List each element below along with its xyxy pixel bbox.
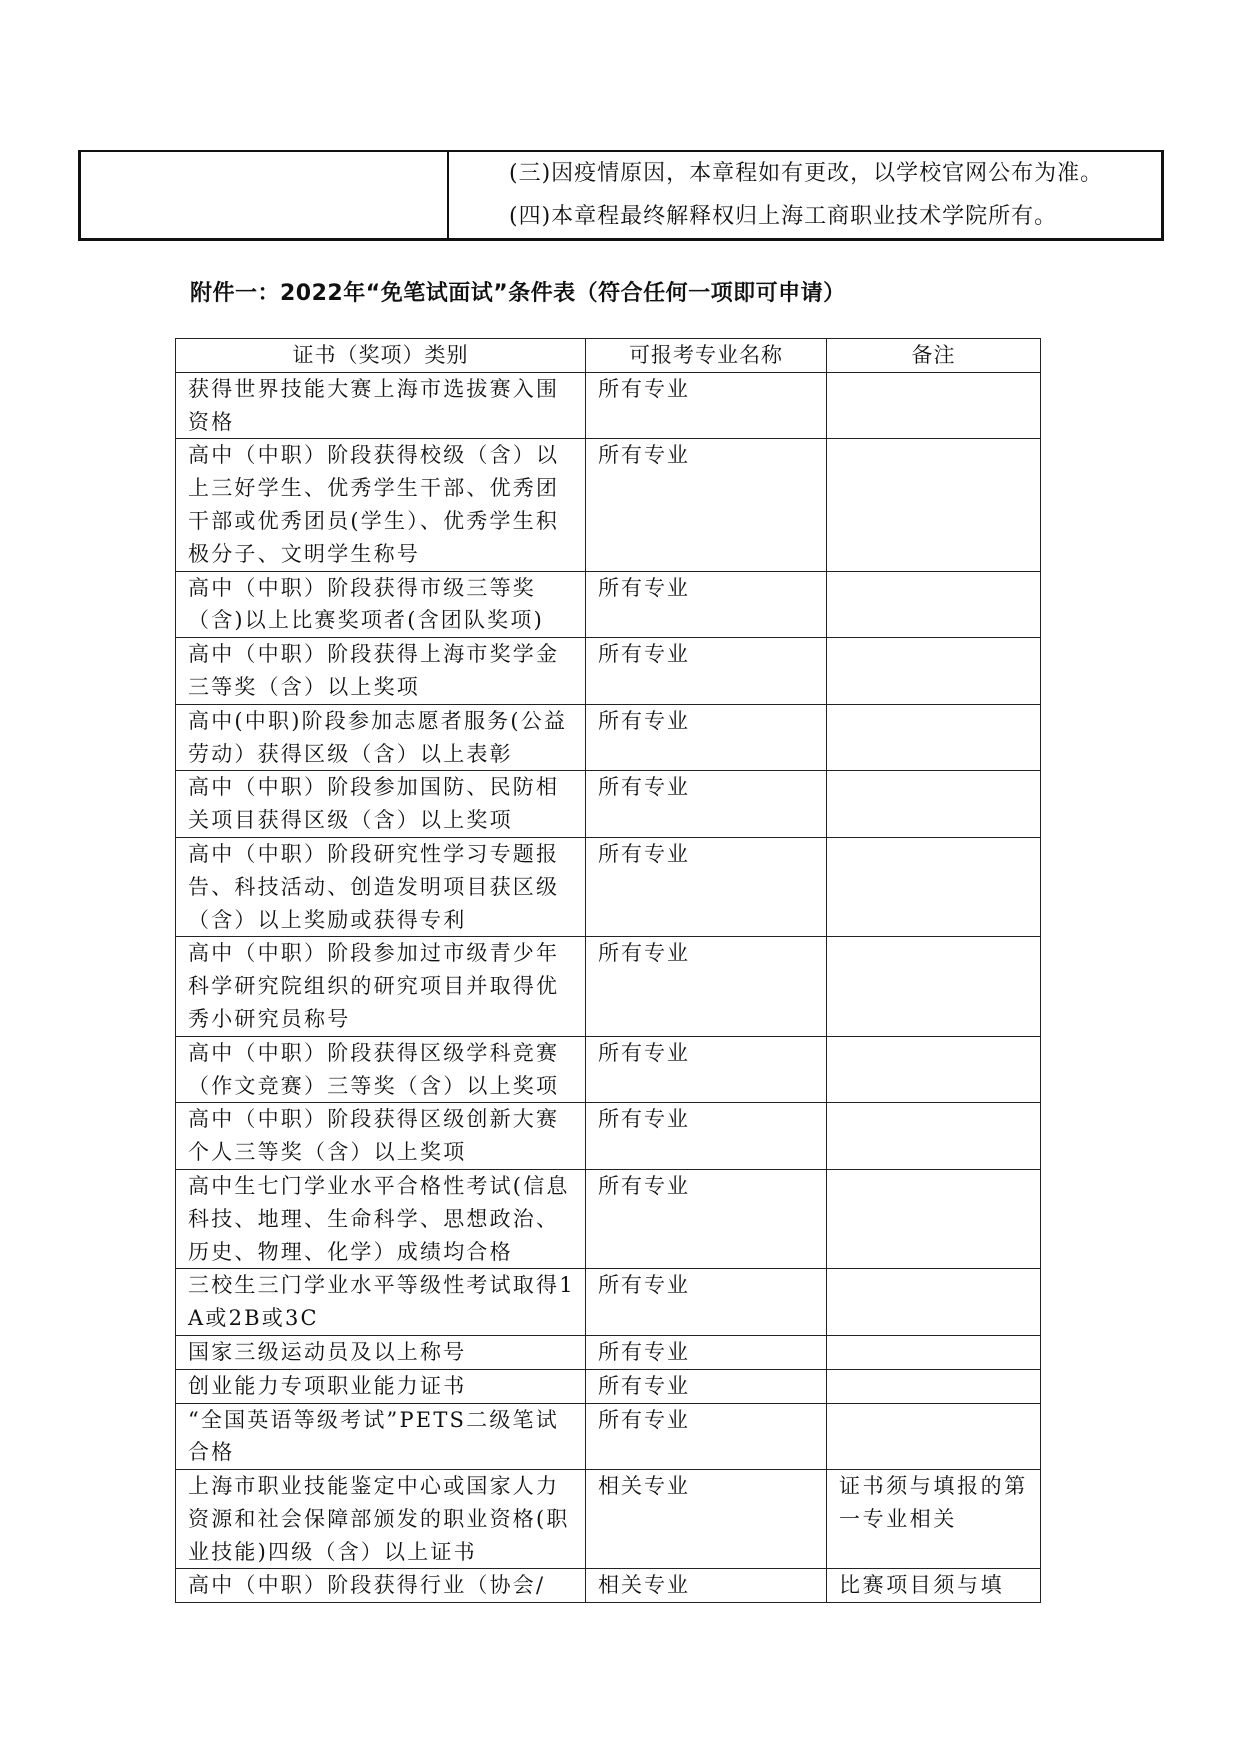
category-cell: 高中（中职）阶段参加过市级青少年科学研究院组织的研究项目并取得优秀小研究员称号 [176,937,586,1036]
majors-cell: 所有专业 [586,571,827,638]
category-cell: 高中（中职）阶段获得区级学科竞赛（作文竞赛）三等奖（含）以上奖项 [176,1036,586,1103]
table-row [176,638,1041,705]
table-row [176,837,1041,936]
table-row [176,937,1041,1036]
header-majors: 可报考专业名称 [586,339,827,373]
table-row [176,771,1041,838]
table-row [176,439,1041,571]
table-row [176,1169,1041,1268]
category-cell: “全国英语等级考试”PETS二级笔试合格 [176,1403,586,1470]
majors-cell: 所有专业 [586,1335,827,1369]
table-row [176,372,1041,439]
majors-cell: 所有专业 [586,937,827,1036]
conditions-table [175,338,1041,1603]
table-row [176,1036,1041,1103]
table-row [176,1569,1041,1603]
majors-cell: 所有专业 [586,704,827,771]
category-cell: 高中生七门学业水平合格性考试(信息科技、地理、生命科学、思想政治、历史、物理、化学）成绩均合格 [176,1169,586,1268]
remark-cell [827,837,1041,936]
remark-cell [827,1169,1041,1268]
annex-title: 附件一：2022年“免笔试面试”条件表（符合任何一项即可申请） [190,281,846,306]
header-category: 证书（奖项）类别 [176,339,586,373]
category-cell: 高中（中职）阶段研究性学习专题报告、科技活动、创造发明项目获区级（含）以上奖励或获得专利 [176,837,586,936]
majors-cell: 所有专业 [586,1103,827,1170]
table-body [176,372,1041,1602]
remark-cell [827,1369,1041,1403]
majors-cell: 所有专业 [586,638,827,705]
majors-cell: 所有专业 [586,1369,827,1403]
remark-cell [827,439,1041,571]
majors-cell: 所有专业 [586,1036,827,1103]
remark-cell [827,1103,1041,1170]
category-cell: 高中(中职)阶段参加志愿者服务(公益劳动）获得区级（含）以上表彰 [176,704,586,771]
remark-cell: 比赛项目须与填 [827,1569,1041,1603]
remark-cell [827,372,1041,439]
continuation-empty-cell [80,151,449,240]
category-cell: 获得世界技能大赛上海市选拔赛入围资格 [176,372,586,439]
majors-cell: 所有专业 [586,439,827,571]
category-cell: 高中（中职）阶段获得行业（协会/ [176,1569,586,1603]
table-row [176,704,1041,771]
table-row [176,1369,1041,1403]
remark-cell [827,1335,1041,1369]
header-remark: 备注 [827,339,1041,373]
continuation-notes-cell [448,151,1163,240]
table-row [176,571,1041,638]
majors-cell: 所有专业 [586,372,827,439]
table-row [176,1335,1041,1369]
majors-cell: 所有专业 [586,837,827,936]
remark-cell [827,1403,1041,1470]
table-header-row [176,339,1041,373]
remark-cell [827,1036,1041,1103]
category-cell: 高中（中职）阶段获得上海市奖学金三等奖（含）以上奖项 [176,638,586,705]
remark-cell: 证书须与填报的第一专业相关 [827,1470,1041,1569]
remark-cell [827,937,1041,1036]
table-row [176,1103,1041,1170]
remark-cell [827,704,1041,771]
remark-cell [827,1269,1041,1336]
majors-cell: 相关专业 [586,1569,827,1603]
category-cell: 创业能力专项职业能力证书 [176,1369,586,1403]
table-row [176,1403,1041,1470]
note-line-3: (三)因疫情原因，本章程如有更改，以学校官网公布为准。 [509,161,1104,186]
category-cell: 高中（中职）阶段获得校级（含）以上三好学生、优秀学生干部、优秀团干部或优秀团员(学生）、优秀学生积极分子、文明学生称号 [176,439,586,571]
majors-cell: 相关专业 [586,1470,827,1569]
category-cell: 高中（中职）阶段获得市级三等奖（含)以上比赛奖项者(含团队奖项) [176,571,586,638]
note-line-4: (四)本章程最终解释权归上海工商职业技术学院所有。 [509,204,1058,229]
remark-cell [827,638,1041,705]
remark-cell [827,571,1041,638]
majors-cell: 所有专业 [586,1269,827,1336]
remark-cell [827,771,1041,838]
table-row [176,1269,1041,1336]
majors-cell: 所有专业 [586,771,827,838]
continuation-table [78,150,1164,241]
category-cell: 高中（中职）阶段参加国防、民防相关项目获得区级（含）以上奖项 [176,771,586,838]
table-row [176,1470,1041,1569]
majors-cell: 所有专业 [586,1169,827,1268]
category-cell: 上海市职业技能鉴定中心或国家人力资源和社会保障部颁发的职业资格(职业技能)四级（含）以上证书 [176,1470,586,1569]
category-cell: 高中（中职）阶段获得区级创新大赛个人三等奖（含）以上奖项 [176,1103,586,1170]
category-cell: 国家三级运动员及以上称号 [176,1335,586,1369]
category-cell: 三校生三门学业水平等级性考试取得1A或2B或3C [176,1269,586,1336]
majors-cell: 所有专业 [586,1403,827,1470]
